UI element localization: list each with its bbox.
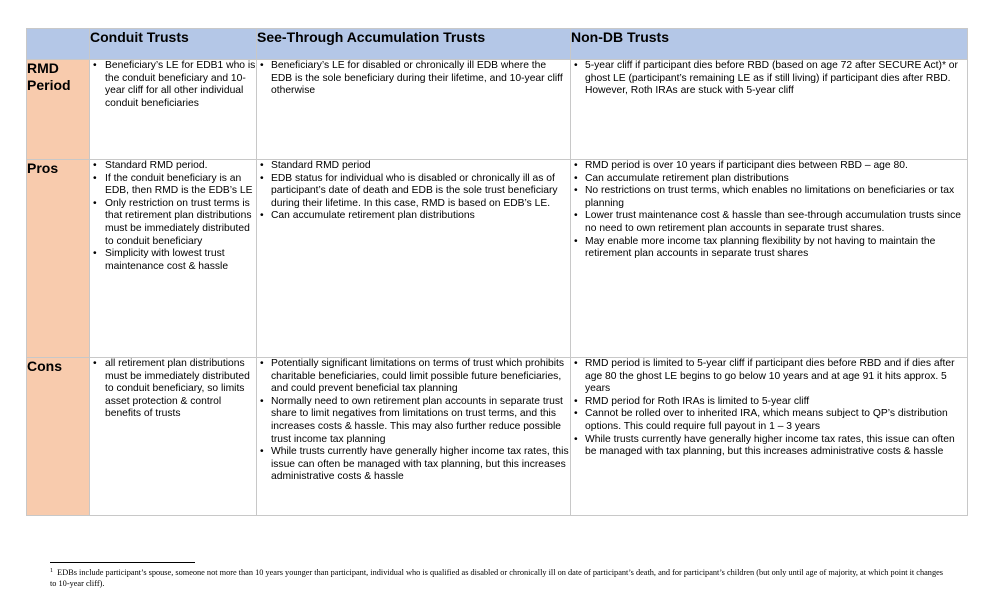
cell-pros-see-through (257, 160, 571, 358)
bullet-item: • RMD period is over 10 years if participant dies between RBD – age 80. (571, 160, 967, 173)
bullet-item: • RMD period for Roth IRAs is limited to 5-year cliff (571, 396, 967, 409)
bullet-item: • Can accumulate retirement plan distributions (571, 173, 967, 186)
bullet-item: • While trusts currently have generally higher income tax rates, this issue can often be managed with tax planning, but this increases administrative costs & hassle (571, 434, 967, 459)
cell-cons-non-db (571, 358, 968, 516)
bullet-item: • Standard RMD period (257, 160, 570, 173)
row-label-cons: Cons (27, 358, 90, 516)
header-conduit-trusts: Conduit Trusts (90, 29, 257, 60)
bullet-item: • Potentially significant limitations on terms of trust which prohibits charitable beneficiaries, could limit possible future beneficiaries, and could prevent beneficial tax planning (257, 358, 570, 396)
bullet-item: • Beneficiary’s LE for EDB1 who is the conduit beneficiary and 10-year cliff for all other individual conduit beneficiaries (90, 60, 256, 110)
cell-rmd-see-through (257, 60, 571, 160)
header-corner (27, 29, 90, 60)
bullet-item: • Standard RMD period. (90, 160, 256, 173)
bullet-item: • RMD period is limited to 5-year cliff if participant dies before RBD and if dies after age 80 the ghost LE begins to go below 10 years and at age 91 it hits approx. 5 years (571, 358, 967, 396)
row-label-pros: Pros (27, 160, 90, 358)
footnote-divider (50, 562, 195, 563)
cell-pros-non-db (571, 160, 968, 358)
header-non-db-trusts: Non-DB Trusts (571, 29, 968, 60)
bullet-item: • all retirement plan distributions must be immediately distributed to conduit beneficiary, so limits asset protection & control benefits of trusts (90, 358, 256, 421)
footnote-marker: 1 (50, 568, 53, 574)
bullet-item: • If the conduit beneficiary is an EDB, then RMD is the EDB’s LE (90, 173, 256, 198)
table-row-rmd-period (27, 60, 968, 160)
cell-cons-see-through (257, 358, 571, 516)
header-see-through-accumulation-trusts: See-Through Accumulation Trusts (257, 29, 571, 60)
cell-rmd-conduit (90, 60, 257, 160)
table-row-pros (27, 160, 968, 358)
bullet-item: • While trusts currently have generally higher income tax rates, this issue can often be managed with tax planning, but this increases administrative costs & hassle (257, 446, 570, 484)
bullet-item: • Only restriction on trust terms is that retirement plan distributions must be immediately distributed to conduit beneficiary (90, 198, 256, 248)
footnote-text: EDBs include participant’s spouse, someone not more than 10 years younger than participant, individual who is qualified as disabled or chronically ill on date of participant’s death, and for participant’s children (but only until age of majority, at which point it changes to 10-year cliff). (50, 568, 944, 588)
bullet-item: • EDB status for individual who is disabled or chronically ill as of participant’s date of death and EDB is the sole trust beneficiary during their lifetime. In this case, RMD is based on EDB’s LE. (257, 173, 570, 211)
table-row-cons (27, 358, 968, 516)
cell-rmd-non-db (571, 60, 968, 160)
cell-pros-conduit (90, 160, 257, 358)
bullet-item: • Cannot be rolled over to inherited IRA, which means subject to QP’s distribution options. This could require full payout in 1 – 3 years (571, 408, 967, 433)
bullet-item: • Normally need to own retirement plan accounts in separate trust share to limit negatives from limitations on trust terms, and this increases costs & hassle. This may also further reduce possible trust income tax planning (257, 396, 570, 446)
bullet-item: • 5-year cliff if participant dies before RBD (based on age 72 after SECURE Act)* or ghost LE (participant’s remaining LE as if still living) if participant dies after RBD. However, Roth IRAs are stuck with 5-year cliff (571, 60, 967, 98)
cell-cons-conduit (90, 358, 257, 516)
bullet-item: • Beneficiary’s LE for disabled or chronically ill EDB where the EDB is the sole beneficiary during their lifetime, and 10-year cliff otherwise (257, 60, 570, 98)
bullet-item: • Simplicity with lowest trust maintenance cost & hassle (90, 248, 256, 273)
bullet-item: • Can accumulate retirement plan distributions (257, 210, 570, 223)
header-row (27, 29, 968, 60)
footnote (50, 567, 950, 589)
row-label-rmd-period: RMD Period (27, 60, 90, 160)
bullet-item: • May enable more income tax planning flexibility by not having to maintain the retirement plan accounts in separate trust shares (571, 236, 967, 261)
bullet-item: • No restrictions on trust terms, which enables no limitations on beneficiaries or tax planning (571, 185, 967, 210)
bullet-item: • Lower trust maintenance cost & hassle than see-through accumulation trusts since no need to own retirement plan accounts in separate trust shares. (571, 210, 967, 235)
trust-comparison-table (26, 28, 968, 516)
